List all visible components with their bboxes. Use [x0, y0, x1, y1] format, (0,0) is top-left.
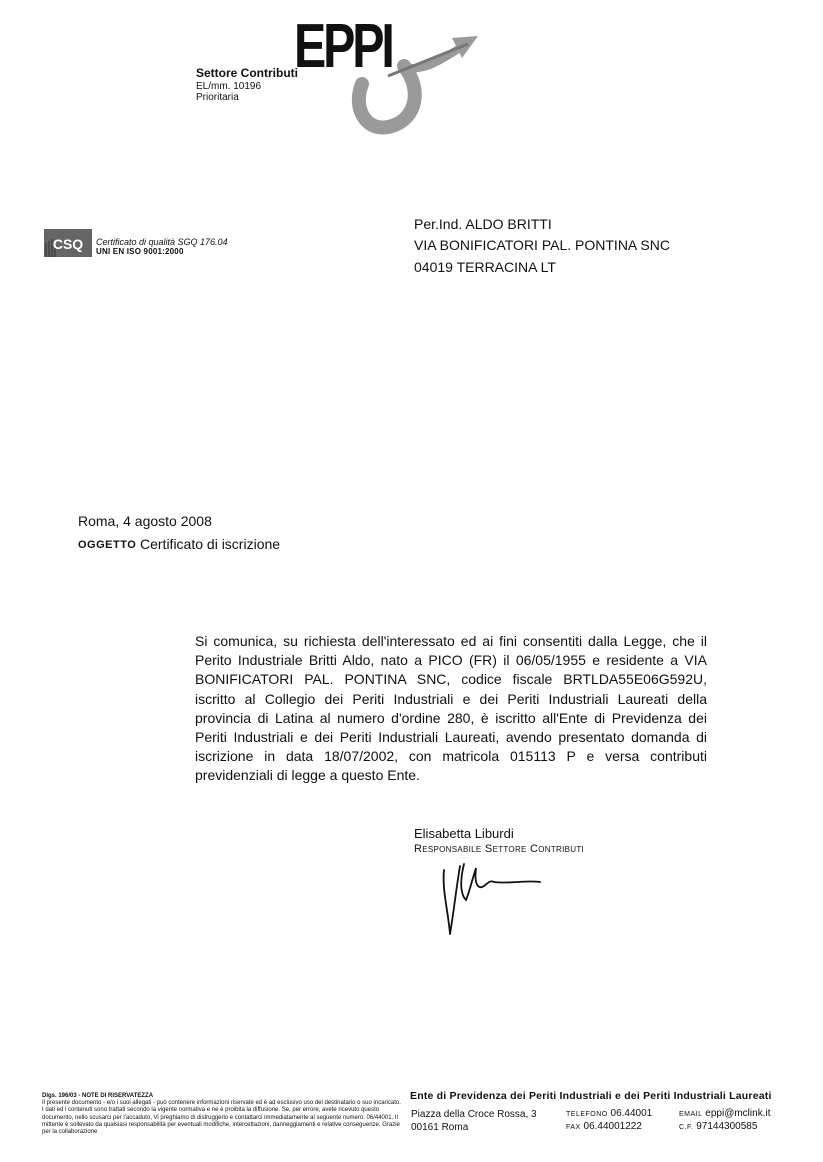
address-street: Piazza della Croce Rossa, 3 — [411, 1109, 537, 1120]
priority-label: Prioritaria — [196, 92, 239, 103]
quality-certification — [44, 213, 254, 263]
phone-number: 06.44001 — [610, 1108, 653, 1119]
privacy-note-text: Il presente documento - e/o i suoi allegati - può contenere informazioni riservate ed è ad esclusivo uso del destinatario o suo incaricato. I dati ed i contenuti sono trattati secondo la vigente normativa e ne è proibita la diffusione. Se, per errore, avete ricevuto questo documento, nello scusarci per l'accaduto, Vi preghiamo di distruggerlo e contattarci immediatamente al seguente numero: 06/44001. Il mittente è sollevato da qualsiasi responsabilità per eventuali modifiche, intercettazioni, danneggiamenti e relative conseguenze. Grazie per la collaborazione — [42, 1100, 401, 1136]
phone-label: TELEFONO — [566, 1111, 608, 1118]
sender-department: Settore Contributi — [196, 66, 298, 80]
recipient-street: VIA BONIFICATORI PAL. PONTINA SNC — [414, 237, 670, 253]
signatory-name: Elisabetta Liburdi — [414, 826, 514, 841]
logo-wordmark: EPPI — [294, 12, 392, 81]
subject-label: OGGETTO — [78, 539, 137, 551]
recipient-name: Per.Ind. ALDO BRITTI — [414, 216, 552, 232]
privacy-note — [42, 1093, 402, 1136]
signatory-role: Responsabile Settore Contributi — [414, 843, 585, 855]
csq-certification-icon — [44, 213, 92, 257]
email-address: eppi@mclink.it — [705, 1108, 771, 1119]
phone-info — [566, 1108, 652, 1119]
address-city: 00161 Roma — [411, 1122, 469, 1133]
letter-date: Roma, 4 agosto 2008 — [78, 513, 212, 529]
fax-number: 06.44001222 — [583, 1121, 642, 1132]
tax-code-info — [679, 1121, 757, 1132]
handwritten-signature-icon — [430, 850, 550, 940]
cert-line-1: Certificato di qualità SGQ 176.04 — [96, 237, 228, 247]
sender-reference: EL/mm. 10196 — [196, 81, 262, 92]
email-label: EMAIL — [679, 1111, 703, 1118]
letter-body: Si comunica, su richiesta dell'interessato ed ai fini consentiti dalla Legge, che il Perito Industriale Britti Aldo, nato a PICO (FR) il 06/05/1955 e residente a VIA BONIFICATORI PAL. PONTINA SNC, codice fiscale BRTLDA55E06G592U, iscritto al Collegio dei Periti Industriali e dei Periti Industriali Laureati della provincia di Latina al numero d'ordine 280, è iscritto all'Ente di Previdenza dei Periti Industriali e dei Periti Industriali Laureati, avendo presentato domanda di iscrizione in data 18/07/2002, con matricola 015113 P e versa contributi previdenziali di legge a questo Ente. — [195, 633, 707, 784]
subject-text: Certificato di iscrizione — [140, 536, 281, 552]
privacy-note-title: Dlgs. 196/03 - NOTE DI RISERVATEZZA — [42, 1093, 154, 1099]
cert-mark-text: CSQ — [52, 236, 84, 252]
recipient-city: 04019 TERRACINA LT — [414, 259, 556, 275]
tax-code: 97144300585 — [696, 1121, 758, 1132]
cert-line-2: UNI EN ISO 9001:2000 — [96, 247, 184, 256]
fax-label: FAX — [566, 1124, 581, 1131]
fax-info — [566, 1121, 642, 1132]
organization-name: Ente di Previdenza dei Periti Industriali e dei Periti Industriali Laureati — [410, 1090, 772, 1102]
eppi-logo — [292, 14, 492, 144]
email-info — [679, 1108, 770, 1119]
tax-code-label: C.F. — [679, 1124, 694, 1131]
